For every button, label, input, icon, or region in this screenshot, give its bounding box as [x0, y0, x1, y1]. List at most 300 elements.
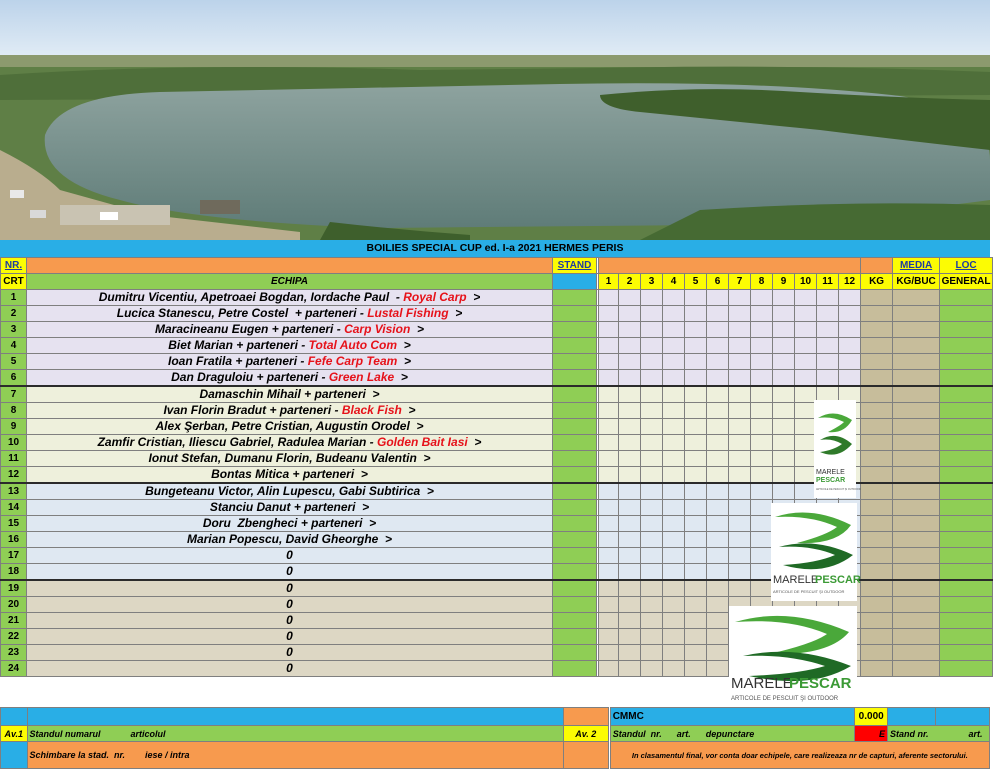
team-cell[interactable] [27, 306, 553, 322]
section-cell[interactable] [795, 370, 817, 387]
team-cell[interactable] [27, 451, 553, 467]
section-cell[interactable] [663, 661, 685, 677]
stand-cell[interactable] [553, 386, 597, 403]
section-cell[interactable] [729, 467, 751, 484]
loc-cell[interactable] [940, 322, 993, 338]
section-cell[interactable] [619, 370, 641, 387]
section-cell[interactable] [707, 322, 729, 338]
section-cell[interactable] [599, 516, 619, 532]
loc-cell[interactable] [940, 354, 993, 370]
section-cell[interactable] [641, 532, 663, 548]
team-cell[interactable] [27, 290, 553, 306]
section-cell[interactable] [751, 580, 773, 597]
section-cell[interactable] [751, 500, 773, 516]
section-cell[interactable] [641, 500, 663, 516]
section-cell[interactable] [707, 532, 729, 548]
section-cell[interactable] [817, 338, 839, 354]
stand-cell[interactable] [553, 548, 597, 564]
section-cell[interactable] [685, 500, 707, 516]
section-cell[interactable] [619, 467, 641, 484]
section-cell[interactable] [729, 306, 751, 322]
section-cell[interactable] [663, 290, 685, 306]
section-cell[interactable] [729, 483, 751, 500]
section-cell[interactable] [707, 403, 729, 419]
media-cell[interactable] [893, 403, 940, 419]
section-cell[interactable] [641, 386, 663, 403]
section-cell[interactable] [707, 500, 729, 516]
media-cell[interactable] [893, 597, 940, 613]
section-cell[interactable] [641, 322, 663, 338]
section-cell[interactable] [751, 354, 773, 370]
loc-cell[interactable] [940, 629, 993, 645]
section-cell[interactable] [663, 338, 685, 354]
section-cell[interactable] [599, 597, 619, 613]
section-cell[interactable] [641, 306, 663, 322]
section-cell[interactable] [619, 661, 641, 677]
section-cell[interactable] [599, 435, 619, 451]
kg-cell[interactable] [861, 564, 893, 581]
section-cell[interactable] [641, 370, 663, 387]
section-cell[interactable] [685, 435, 707, 451]
section-cell[interactable] [685, 354, 707, 370]
section-cell[interactable] [707, 483, 729, 500]
section-cell[interactable] [619, 548, 641, 564]
team-cell[interactable] [27, 483, 553, 500]
media-cell[interactable] [893, 516, 940, 532]
loc-cell[interactable] [940, 483, 993, 500]
media-cell[interactable] [893, 500, 940, 516]
section-cell[interactable] [817, 370, 839, 387]
section-cell[interactable] [839, 354, 861, 370]
team-cell[interactable] [27, 516, 553, 532]
team-cell[interactable] [27, 500, 553, 516]
team-cell[interactable] [27, 338, 553, 354]
section-cell[interactable] [641, 419, 663, 435]
section-cell[interactable] [729, 532, 751, 548]
section-cell[interactable] [599, 564, 619, 581]
section-cell[interactable] [685, 661, 707, 677]
section-cell[interactable] [619, 597, 641, 613]
section-cell[interactable] [729, 386, 751, 403]
media-cell[interactable] [893, 645, 940, 661]
kg-cell[interactable] [861, 419, 893, 435]
section-cell[interactable] [619, 645, 641, 661]
section-cell[interactable] [773, 419, 795, 435]
section-cell[interactable] [795, 306, 817, 322]
media-cell[interactable] [893, 613, 940, 629]
stand-header[interactable]: STAND [553, 258, 597, 274]
section-cell[interactable] [641, 597, 663, 613]
section-cell[interactable] [751, 386, 773, 403]
stand-cell[interactable] [553, 597, 597, 613]
section-cell[interactable] [599, 419, 619, 435]
kg-cell[interactable] [861, 580, 893, 597]
section-cell[interactable] [599, 548, 619, 564]
section-cell[interactable] [663, 322, 685, 338]
media-cell[interactable] [893, 370, 940, 387]
section-cell[interactable] [707, 290, 729, 306]
section-cell[interactable] [619, 354, 641, 370]
loc-cell[interactable] [940, 451, 993, 467]
section-cell[interactable] [641, 629, 663, 645]
section-cell[interactable] [619, 500, 641, 516]
section-cell[interactable] [663, 516, 685, 532]
section-cell[interactable] [599, 322, 619, 338]
team-cell[interactable] [27, 435, 553, 451]
section-cell[interactable] [599, 370, 619, 387]
section-cell[interactable] [641, 467, 663, 484]
section-cell[interactable] [619, 629, 641, 645]
section-cell[interactable] [839, 338, 861, 354]
section-cell[interactable] [707, 661, 729, 677]
section-cell[interactable] [663, 403, 685, 419]
stand-cell[interactable] [553, 613, 597, 629]
section-cell[interactable] [663, 386, 685, 403]
section-cell[interactable] [751, 467, 773, 484]
section-cell[interactable] [707, 548, 729, 564]
section-cell[interactable] [663, 419, 685, 435]
section-cell[interactable] [751, 419, 773, 435]
loc-cell[interactable] [940, 548, 993, 564]
section-cell[interactable] [599, 613, 619, 629]
section-cell[interactable] [663, 500, 685, 516]
kg-cell[interactable] [861, 386, 893, 403]
section-cell[interactable] [795, 290, 817, 306]
loc-cell[interactable] [940, 419, 993, 435]
section-cell[interactable] [641, 516, 663, 532]
kg-cell[interactable] [861, 661, 893, 677]
team-cell[interactable] [27, 597, 553, 613]
section-cell[interactable] [599, 661, 619, 677]
loc-cell[interactable] [940, 597, 993, 613]
kg-cell[interactable] [861, 403, 893, 419]
section-cell[interactable] [599, 306, 619, 322]
section-cell[interactable] [619, 290, 641, 306]
kg-cell[interactable] [861, 483, 893, 500]
section-cell[interactable] [685, 386, 707, 403]
kg-cell[interactable] [861, 500, 893, 516]
loc-cell[interactable] [940, 338, 993, 354]
section-cell[interactable] [817, 306, 839, 322]
stand-cell[interactable] [553, 419, 597, 435]
kg-cell[interactable] [861, 532, 893, 548]
loc-cell[interactable] [940, 386, 993, 403]
loc-cell[interactable] [940, 435, 993, 451]
loc-cell[interactable] [940, 403, 993, 419]
section-cell[interactable] [751, 306, 773, 322]
section-cell[interactable] [619, 338, 641, 354]
section-cell[interactable] [619, 306, 641, 322]
section-cell[interactable] [663, 370, 685, 387]
kg-cell[interactable] [861, 613, 893, 629]
section-cell[interactable] [663, 597, 685, 613]
section-cell[interactable] [599, 338, 619, 354]
section-cell[interactable] [707, 629, 729, 645]
section-cell[interactable] [707, 516, 729, 532]
kg-cell[interactable] [861, 322, 893, 338]
section-cell[interactable] [599, 580, 619, 597]
section-cell[interactable] [685, 564, 707, 581]
section-cell[interactable] [685, 548, 707, 564]
loc-cell[interactable] [940, 290, 993, 306]
section-cell[interactable] [729, 500, 751, 516]
kg-cell[interactable] [861, 629, 893, 645]
section-cell[interactable] [641, 483, 663, 500]
section-cell[interactable] [599, 403, 619, 419]
section-cell[interactable] [599, 354, 619, 370]
media-cell[interactable] [893, 354, 940, 370]
section-cell[interactable] [751, 403, 773, 419]
team-cell[interactable] [27, 354, 553, 370]
stand-cell[interactable] [553, 451, 597, 467]
section-cell[interactable] [663, 580, 685, 597]
section-cell[interactable] [817, 354, 839, 370]
section-cell[interactable] [729, 403, 751, 419]
stand-cell[interactable] [553, 661, 597, 677]
section-cell[interactable] [641, 548, 663, 564]
loc-cell[interactable] [940, 661, 993, 677]
media-cell[interactable] [893, 661, 940, 677]
stand-cell[interactable] [553, 645, 597, 661]
section-cell[interactable] [729, 580, 751, 597]
section-cell[interactable] [641, 451, 663, 467]
section-cell[interactable] [839, 290, 861, 306]
section-cell[interactable] [599, 500, 619, 516]
section-cell[interactable] [619, 613, 641, 629]
section-cell[interactable] [685, 629, 707, 645]
kg-cell[interactable] [861, 354, 893, 370]
team-cell[interactable] [27, 370, 553, 387]
loc-header[interactable]: LOC [940, 258, 993, 274]
section-cell[interactable] [599, 467, 619, 484]
section-cell[interactable] [599, 532, 619, 548]
section-cell[interactable] [773, 403, 795, 419]
section-cell[interactable] [729, 564, 751, 581]
section-cell[interactable] [685, 483, 707, 500]
section-cell[interactable] [751, 435, 773, 451]
loc-cell[interactable] [940, 516, 993, 532]
section-cell[interactable] [663, 354, 685, 370]
section-cell[interactable] [641, 645, 663, 661]
section-cell[interactable] [751, 516, 773, 532]
kg-cell[interactable] [861, 306, 893, 322]
section-cell[interactable] [773, 386, 795, 403]
section-cell[interactable] [773, 467, 795, 484]
kg-cell[interactable] [861, 451, 893, 467]
section-cell[interactable] [729, 322, 751, 338]
section-cell[interactable] [773, 322, 795, 338]
section-cell[interactable] [707, 306, 729, 322]
section-cell[interactable] [685, 322, 707, 338]
section-cell[interactable] [751, 338, 773, 354]
section-cell[interactable] [685, 451, 707, 467]
section-cell[interactable] [839, 370, 861, 387]
stand-cell[interactable] [553, 338, 597, 354]
section-cell[interactable] [663, 532, 685, 548]
section-cell[interactable] [619, 435, 641, 451]
section-cell[interactable] [729, 548, 751, 564]
section-cell[interactable] [663, 645, 685, 661]
section-cell[interactable] [641, 403, 663, 419]
section-cell[interactable] [773, 370, 795, 387]
section-cell[interactable] [707, 645, 729, 661]
team-cell[interactable] [27, 386, 553, 403]
team-cell[interactable] [27, 613, 553, 629]
stand-cell[interactable] [553, 483, 597, 500]
section-cell[interactable] [685, 597, 707, 613]
section-cell[interactable] [619, 419, 641, 435]
section-cell[interactable] [751, 322, 773, 338]
team-cell[interactable] [27, 548, 553, 564]
stand-cell[interactable] [553, 467, 597, 484]
section-cell[interactable] [685, 645, 707, 661]
media-cell[interactable] [893, 306, 940, 322]
section-cell[interactable] [619, 580, 641, 597]
section-cell[interactable] [795, 354, 817, 370]
section-cell[interactable] [817, 322, 839, 338]
section-cell[interactable] [751, 451, 773, 467]
section-cell[interactable] [751, 532, 773, 548]
section-cell[interactable] [751, 483, 773, 500]
section-cell[interactable] [619, 516, 641, 532]
section-cell[interactable] [773, 354, 795, 370]
section-cell[interactable] [619, 532, 641, 548]
section-cell[interactable] [641, 580, 663, 597]
section-cell[interactable] [817, 290, 839, 306]
media-cell[interactable] [893, 338, 940, 354]
section-cell[interactable] [707, 580, 729, 597]
kg-cell[interactable] [861, 516, 893, 532]
section-cell[interactable] [729, 435, 751, 451]
section-cell[interactable] [729, 338, 751, 354]
stand-cell[interactable] [553, 532, 597, 548]
section-cell[interactable] [619, 564, 641, 581]
media-cell[interactable] [893, 548, 940, 564]
team-cell[interactable] [27, 403, 553, 419]
section-cell[interactable] [685, 580, 707, 597]
media-header[interactable]: MEDIA [893, 258, 940, 274]
section-cell[interactable] [663, 467, 685, 484]
stand-cell[interactable] [553, 306, 597, 322]
section-cell[interactable] [707, 597, 729, 613]
section-cell[interactable] [619, 403, 641, 419]
kg-cell[interactable] [861, 290, 893, 306]
kg-cell[interactable] [861, 645, 893, 661]
loc-cell[interactable] [940, 580, 993, 597]
team-cell[interactable] [27, 564, 553, 581]
section-cell[interactable] [619, 483, 641, 500]
stand-cell[interactable] [553, 435, 597, 451]
stand-cell[interactable] [553, 580, 597, 597]
media-cell[interactable] [893, 467, 940, 484]
kg-cell[interactable] [861, 338, 893, 354]
section-cell[interactable] [599, 629, 619, 645]
section-cell[interactable] [685, 370, 707, 387]
team-cell[interactable] [27, 467, 553, 484]
section-cell[interactable] [773, 483, 795, 500]
team-cell[interactable] [27, 661, 553, 677]
team-cell[interactable] [27, 645, 553, 661]
section-cell[interactable] [707, 419, 729, 435]
section-cell[interactable] [751, 370, 773, 387]
section-cell[interactable] [795, 322, 817, 338]
section-cell[interactable] [685, 419, 707, 435]
team-cell[interactable] [27, 322, 553, 338]
stand-cell[interactable] [553, 500, 597, 516]
loc-cell[interactable] [940, 500, 993, 516]
section-cell[interactable] [641, 290, 663, 306]
section-cell[interactable] [839, 306, 861, 322]
loc-cell[interactable] [940, 532, 993, 548]
section-cell[interactable] [729, 370, 751, 387]
section-cell[interactable] [685, 532, 707, 548]
section-cell[interactable] [685, 338, 707, 354]
section-cell[interactable] [599, 483, 619, 500]
loc-cell[interactable] [940, 613, 993, 629]
section-cell[interactable] [773, 338, 795, 354]
section-cell[interactable] [707, 451, 729, 467]
media-cell[interactable] [893, 419, 940, 435]
section-cell[interactable] [641, 661, 663, 677]
section-cell[interactable] [641, 564, 663, 581]
section-cell[interactable] [839, 322, 861, 338]
section-cell[interactable] [663, 483, 685, 500]
section-cell[interactable] [599, 451, 619, 467]
stand-cell[interactable] [553, 403, 597, 419]
loc-cell[interactable] [940, 467, 993, 484]
team-cell[interactable] [27, 419, 553, 435]
section-cell[interactable] [707, 338, 729, 354]
section-cell[interactable] [729, 516, 751, 532]
team-cell[interactable] [27, 629, 553, 645]
section-cell[interactable] [599, 290, 619, 306]
section-cell[interactable] [729, 419, 751, 435]
section-cell[interactable] [685, 516, 707, 532]
section-cell[interactable] [707, 386, 729, 403]
section-cell[interactable] [599, 386, 619, 403]
section-cell[interactable] [663, 548, 685, 564]
kg-cell[interactable] [861, 597, 893, 613]
media-cell[interactable] [893, 290, 940, 306]
section-cell[interactable] [641, 435, 663, 451]
section-cell[interactable] [773, 290, 795, 306]
stand-cell[interactable] [553, 290, 597, 306]
media-cell[interactable] [893, 386, 940, 403]
section-cell[interactable] [751, 548, 773, 564]
media-cell[interactable] [893, 629, 940, 645]
section-cell[interactable] [773, 451, 795, 467]
media-cell[interactable] [893, 435, 940, 451]
stand-cell[interactable] [553, 516, 597, 532]
stand-cell[interactable] [553, 370, 597, 387]
stand-cell[interactable] [553, 322, 597, 338]
kg-cell[interactable] [861, 467, 893, 484]
section-cell[interactable] [795, 338, 817, 354]
section-cell[interactable] [619, 451, 641, 467]
kg-cell[interactable] [861, 370, 893, 387]
team-cell[interactable] [27, 532, 553, 548]
media-cell[interactable] [893, 564, 940, 581]
loc-cell[interactable] [940, 370, 993, 387]
stand-cell[interactable] [553, 354, 597, 370]
stand-cell[interactable] [553, 564, 597, 581]
section-cell[interactable] [707, 370, 729, 387]
section-cell[interactable] [599, 645, 619, 661]
section-cell[interactable] [685, 290, 707, 306]
section-cell[interactable] [663, 629, 685, 645]
section-cell[interactable] [707, 613, 729, 629]
section-cell[interactable] [707, 467, 729, 484]
